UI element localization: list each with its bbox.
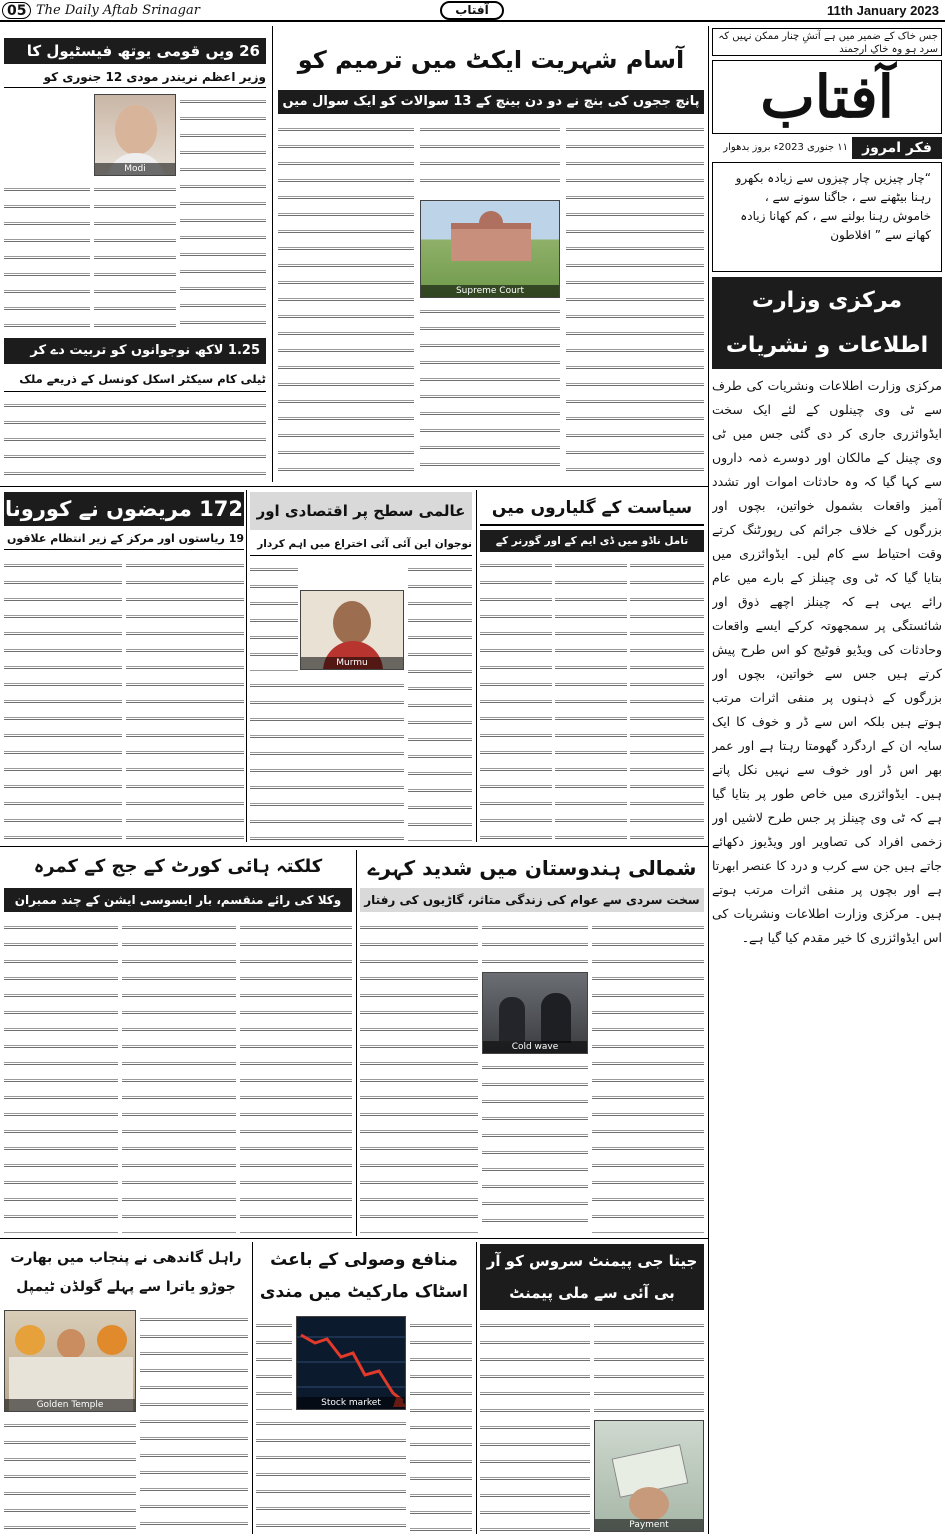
section-label: فکر امروز (852, 137, 942, 159)
youth-festival-subhead: وزیر اعظم نریندر مودی 12 جنوری کو (4, 66, 266, 88)
politics-subhead: تامل ناڈو میں ڈی ایم کے اور گورنر کے (480, 530, 704, 552)
assam-col-2b (420, 302, 560, 480)
column-divider (356, 850, 357, 1236)
kolkata-subhead: وکلا کی رائے منقسم، بار ایسوسی ایشن کے چند ممبران (4, 888, 352, 912)
rahul-photo-label: Golden Temple (5, 1399, 135, 1411)
covid-subhead: 19 ریاستوں اور مرکز کے زیر انتظام علاقوں (4, 528, 244, 550)
column-divider (476, 1242, 477, 1534)
youth-festival-col-2 (94, 180, 176, 332)
aftab-logo: آفتاب (760, 63, 894, 131)
supreme-court-photo-label: Supreme Court (421, 285, 559, 297)
cold-col-2a (482, 918, 588, 968)
cold-photo (482, 972, 588, 1054)
kolkata-col-2 (122, 918, 236, 1234)
stock-col-2b (256, 1414, 406, 1534)
covid-headline: 172 مریضوں نے کورونا (4, 492, 244, 526)
murmu-col-2 (250, 676, 404, 842)
editorial-date: ۱۱ جنوری 2023ء بروز بدھوار (723, 142, 848, 153)
assam-col-2a (420, 120, 560, 196)
issue-date: 11th January 2023 (826, 3, 939, 18)
editorial-body: مرکزی وزارت اطلاعات ونشریات کی طرف سے ٹی وی چینلوں کے لئے ایک سخت ایڈوائزری جاری کر دی گئی جس میں ٹی وی چینل کے مالکان اور دوسرے ذمہ داروں سے کہا گیا کہ وہ حادثات اموات اور تشدد آمیز واقعات بشمول خواتین، بچوں اور بزرگوں کے خلاف جرائم کی رپورٹنگ کرتے وقت احتیاط سے کام لیں۔ ایڈوائزری میں بتایا گیا کہ ٹی وی چینلز کے بارے میں عام رائے یہی ہے کہ چینلز اچھے ذوق اور شائستگی پر سمجھوتہ کرکے ایسے واقعات وحادثات کی ویڈیو فوٹیج کو اس طرح پیش کرتے ہیں جس سے خواتین، بچوں اور بزرگوں کے ذہنوں پر منفی اثرات مرتب ہوتے ہیں بلکہ اس سے ڈر و خوف کا ایک سایہ ان کے اردگرد گھومتا رہتا ہے اور عمر بھر اس ڈر اور خوف سے نہیں نکل پاتے ہیں۔ ایڈوائزری میں خاص طور پر بتایا گیا ہے کہ ٹی وی چینلز پر جس طرح لاشیں اور زخمی افراد کی تصاویر اور ویڈیوز دکھائے جاتے ہیں جن سے کرب و درد کا عنصر ابھرتا ہے اور بچوں پر منفی اثرات مرتب ہوتے ہیں۔ مرکزی وزارت اطلاعات ونشریات کی اس ایڈوائزری کا خیر مقدم کیا گیا ہے۔ (712, 378, 942, 945)
rahul-headline: راہل گاندھی نے پنجاب میں بھارت جوڑو یاترا سے پہلے گولڈن ٹیمپل (10, 1250, 242, 1295)
kolkata-col-1 (240, 918, 352, 1234)
murmu-headline: عالمی سطح پر اقتصادی اور (250, 492, 472, 530)
murmu-photo-label: Murmu (301, 657, 403, 669)
section-divider (0, 846, 708, 847)
editorial-headline: مرکزی وزارت اطلاعات و نشریات (712, 277, 942, 369)
covid-col-2 (4, 556, 122, 842)
editorial-masthead (712, 60, 942, 134)
editorial-motto: جس خاک کے ضمیر میں ہے آتشِ چنار ممکن نہیں کہ سرد ہو وہ خاکِ ارجمند (712, 28, 942, 56)
politics-col-3 (480, 556, 552, 842)
column-divider (272, 26, 273, 482)
murmu-col-3 (250, 560, 298, 672)
telecom-body (4, 396, 266, 480)
payment-photo-label: Payment (595, 1519, 703, 1531)
cold-subhead: سخت سردی سے عوام کی زندگی متاثر، گاڑیوں کی رفتار (360, 888, 704, 912)
payment-col-2 (480, 1316, 590, 1534)
page-number: 05 (2, 2, 31, 19)
page-header (0, 0, 945, 22)
section-divider (0, 486, 708, 487)
telecom-headline: 1.25 لاکھ نوجوانوں کو تربیت دے کر (4, 338, 266, 364)
column-divider (246, 490, 247, 842)
column-divider (252, 1242, 253, 1534)
section-divider (0, 1238, 708, 1239)
column-divider (708, 26, 709, 1534)
cold-col-2b (482, 1058, 588, 1234)
modi-photo (94, 94, 176, 176)
assam-headline: آسام شہریت ایکٹ میں ترمیم کو (297, 46, 685, 74)
youth-festival-col-1 (180, 92, 266, 332)
kolkata-col-3 (4, 918, 118, 1234)
stock-col-1 (410, 1316, 472, 1534)
rahul-photo (4, 1310, 136, 1412)
murmu-col-1 (408, 560, 472, 842)
cold-col-1 (592, 918, 704, 1234)
stock-photo (296, 1316, 406, 1410)
supreme-court-photo (420, 200, 560, 298)
kolkata-headline: کلکتہ ہائی کورٹ کے جج کے کمرہ (33, 856, 323, 877)
politics-col-1 (630, 556, 704, 842)
murmu-subhead: نوجوان این آئی آئی اختراع میں اہم کردار (250, 532, 472, 556)
rahul-col-1 (140, 1310, 248, 1534)
payment-col-1a (594, 1316, 704, 1416)
paper-name: The Daily Aftab Srinagar (36, 3, 200, 18)
politics-headline: سیاست کے گلیاروں میں (480, 490, 704, 526)
stock-headline: منافع وصولی کے باعث اسٹاک مارکیٹ میں مندی (259, 1250, 469, 1302)
stock-photo-label: Stock market (297, 1397, 405, 1409)
cold-photo-label: Cold wave (483, 1041, 587, 1053)
masthead-small: آفتاب (440, 1, 504, 20)
modi-photo-label: Modi (95, 163, 175, 175)
politics-col-2 (555, 556, 627, 842)
covid-col-1 (126, 556, 244, 842)
assam-col-3 (278, 120, 414, 480)
cold-col-3 (360, 918, 478, 1234)
telecom-subhead: ٹیلی کام سیکٹر اسکل کونسل کے ذریعے ملک (4, 366, 266, 392)
assam-col-1 (566, 120, 704, 480)
payment-headline: جیتا جی پیمنٹ سروس کو آر بی آئی سے ملی پیمنٹ (480, 1244, 704, 1310)
stock-col-2a (256, 1316, 292, 1410)
rahul-col-2 (4, 1416, 136, 1534)
youth-festival-headline: 26 ویں قومی یوتھ فیسٹیول کا (4, 38, 266, 64)
assam-subhead: پانچ ججوں کی بنچ نے دو دن بینچ کے 13 سوالات کو ایک سوال میں (278, 90, 704, 114)
column-divider (476, 490, 477, 842)
cold-headline: شمالی ہندوستان میں شدید کہرے (367, 856, 697, 880)
payment-photo (594, 1420, 704, 1532)
editorial-quote: “چار چیزیں چار چیزوں سے زیادہ بکھرو رہنا بیٹھنے سے ، جاگنا سونے سے ، خاموش رہنا بولنے سے ، کم کھانا زیادہ کھانے سے ” افلاطون (712, 162, 942, 272)
youth-festival-col-3 (4, 180, 90, 332)
murmu-photo (300, 590, 404, 670)
